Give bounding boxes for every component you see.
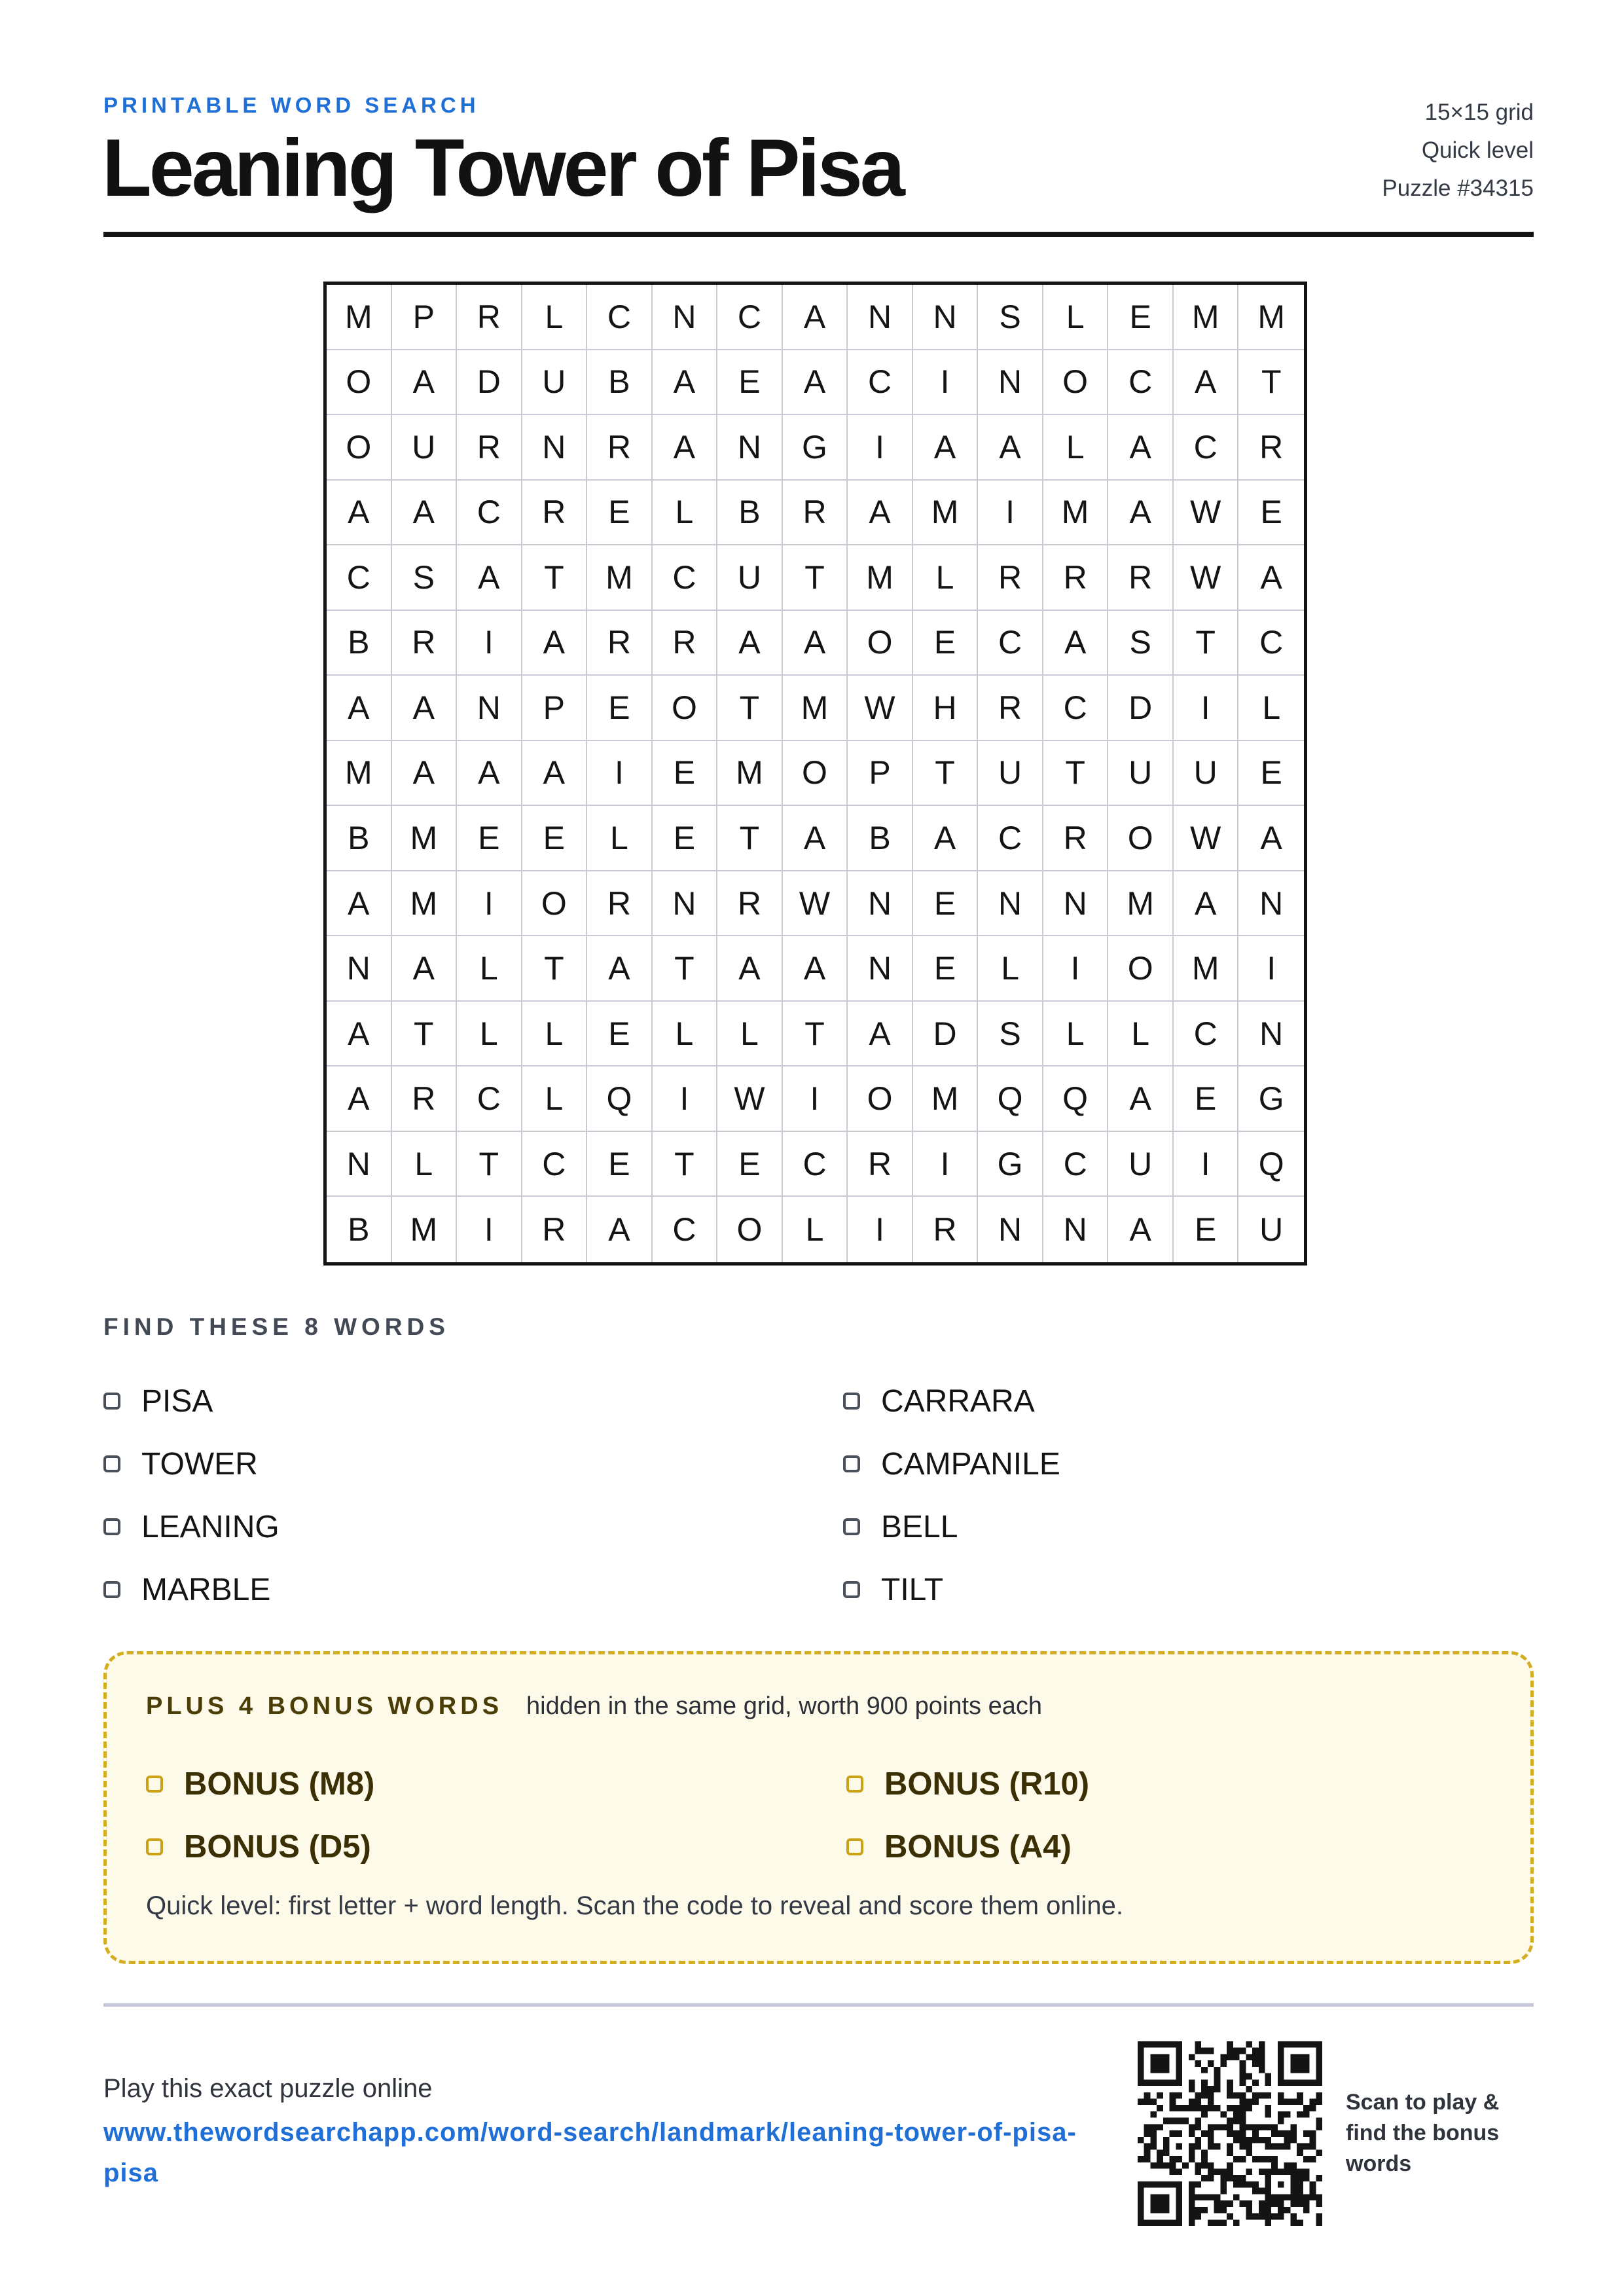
play-online-label: Play this exact puzzle online [103, 2074, 433, 2103]
grid-cell[interactable]: A [327, 871, 392, 937]
grid-cell[interactable]: G [1238, 1066, 1304, 1132]
grid-cell[interactable]: T [653, 936, 718, 1002]
grid-cell[interactable]: W [783, 871, 848, 937]
grid-cell[interactable]: I [783, 1066, 848, 1132]
grid-cell[interactable]: A [327, 1066, 392, 1132]
grid-cell[interactable]: A [717, 611, 783, 676]
grid-cell[interactable]: S [392, 545, 458, 611]
checkbox-icon[interactable] [103, 1455, 120, 1472]
grid-cell[interactable]: M [717, 741, 783, 807]
grid-cell[interactable]: I [848, 415, 913, 481]
grid-cell[interactable]: B [717, 481, 783, 546]
grid-cell[interactable]: P [522, 676, 588, 741]
grid-cell[interactable]: U [1108, 1132, 1174, 1197]
grid-cell[interactable]: I [1174, 676, 1239, 741]
grid-cell[interactable]: B [327, 1197, 392, 1262]
bonus-item[interactable] [146, 1753, 846, 1815]
grid-cell[interactable]: A [1108, 1197, 1174, 1262]
grid-cell[interactable]: A [978, 415, 1043, 481]
grid-cell[interactable]: R [457, 415, 522, 481]
letter-grid [323, 282, 1307, 1266]
grid-cell[interactable]: A [783, 350, 848, 416]
grid-cell[interactable]: E [522, 806, 588, 871]
bonus-item[interactable] [146, 1815, 846, 1878]
grid-cell[interactable]: E [1174, 1066, 1239, 1132]
grid-cell[interactable]: L [653, 481, 718, 546]
grid-cell[interactable]: A [913, 806, 979, 871]
grid-cell[interactable]: L [1043, 415, 1109, 481]
bonus-note: Quick level: first letter + word length. Scan the code to reveal and score them online. [146, 1891, 1124, 1920]
grid-cell[interactable]: I [1174, 1132, 1239, 1197]
bonus-subtitle: hidden in the same grid, worth 900 points each [526, 1692, 1042, 1720]
grid-cell[interactable]: R [653, 611, 718, 676]
grid-cell[interactable]: T [457, 1132, 522, 1197]
grid-cell[interactable]: S [978, 1002, 1043, 1067]
grid-cell[interactable]: A [717, 936, 783, 1002]
grid-cell[interactable]: R [522, 481, 588, 546]
checkbox-icon[interactable] [146, 1838, 163, 1855]
grid-cell[interactable]: A [653, 350, 718, 416]
word-list-heading: FIND THESE 8 WORDS [103, 1313, 450, 1340]
level-label: Quick level [1421, 137, 1534, 163]
grid-cell[interactable]: N [978, 1197, 1043, 1262]
grid-cell[interactable]: Q [978, 1066, 1043, 1132]
grid-cell[interactable]: L [457, 936, 522, 1002]
grid-cell[interactable]: A [783, 936, 848, 1002]
word-label: MARBLE [141, 1572, 271, 1607]
grid-cell[interactable]: O [848, 1066, 913, 1132]
grid-cell[interactable]: W [1174, 806, 1239, 871]
word-item[interactable] [103, 1495, 843, 1558]
grid-cell[interactable]: I [848, 1197, 913, 1262]
grid-cell[interactable]: N [717, 415, 783, 481]
grid-cell[interactable]: L [392, 1132, 458, 1197]
grid-cell[interactable]: A [327, 1002, 392, 1067]
grid-cell[interactable]: U [1108, 741, 1174, 807]
qr-caption: Scan to play & find the bonus words [1346, 2090, 1500, 2176]
grid-cell[interactable]: R [392, 1066, 458, 1132]
grid-cell[interactable]: W [1174, 545, 1239, 611]
grid-cell[interactable]: O [327, 350, 392, 416]
grid-cell[interactable]: R [717, 871, 783, 937]
grid-cell[interactable]: W [848, 676, 913, 741]
grid-cell[interactable]: O [1043, 350, 1109, 416]
grid-cell[interactable]: C [1108, 350, 1174, 416]
grid-cell[interactable]: T [522, 545, 588, 611]
grid-cell[interactable]: E [913, 871, 979, 937]
grid-cell[interactable]: I [978, 481, 1043, 546]
grid-cell[interactable]: E [913, 611, 979, 676]
grid-cell[interactable]: A [392, 936, 458, 1002]
checkbox-icon[interactable] [146, 1776, 163, 1793]
grid-cell[interactable]: Q [1238, 1132, 1304, 1197]
grid-cell[interactable]: C [783, 1132, 848, 1197]
grid-cell[interactable]: O [653, 676, 718, 741]
grid-cell[interactable]: N [457, 676, 522, 741]
grid-cell[interactable]: A [653, 415, 718, 481]
grid-cell[interactable]: O [1108, 806, 1174, 871]
grid-cell[interactable]: T [522, 936, 588, 1002]
grid-cell[interactable]: R [587, 415, 653, 481]
grid-cell[interactable]: R [1108, 545, 1174, 611]
grid-cell[interactable]: A [327, 481, 392, 546]
grid-cell[interactable]: R [587, 871, 653, 937]
grid-cell[interactable]: R [457, 285, 522, 350]
grid-cell[interactable]: D [913, 1002, 979, 1067]
grid-cell[interactable]: T [1238, 350, 1304, 416]
grid-cell[interactable]: L [1043, 1002, 1109, 1067]
grid-cell[interactable]: C [848, 350, 913, 416]
grid-cell[interactable]: A [848, 1002, 913, 1067]
grid-cell[interactable]: U [1174, 741, 1239, 807]
grid-cell[interactable]: E [1174, 1197, 1239, 1262]
grid-cell[interactable]: R [978, 676, 1043, 741]
grid-cell[interactable]: L [913, 545, 979, 611]
grid-cell[interactable]: E [717, 350, 783, 416]
bonus-item[interactable] [846, 1753, 1494, 1815]
grid-cell[interactable]: M [1174, 936, 1239, 1002]
word-item[interactable] [843, 1558, 1534, 1621]
grid-cell[interactable]: O [1108, 936, 1174, 1002]
bonus-label: BONUS (A4) [884, 1829, 1072, 1865]
grid-cell[interactable]: L [717, 1002, 783, 1067]
grid-cell[interactable]: C [1043, 676, 1109, 741]
checkbox-icon[interactable] [846, 1776, 863, 1793]
grid-cell[interactable]: C [457, 481, 522, 546]
puzzle-url-link[interactable]: www.thewordsearchapp.com/word-search/landmark/leaning-tower-of-pisa-pisa [103, 2118, 1077, 2187]
grid-cell[interactable]: T [392, 1002, 458, 1067]
grid-cell[interactable]: E [653, 741, 718, 807]
grid-cell[interactable]: C [978, 806, 1043, 871]
grid-cell[interactable]: B [327, 611, 392, 676]
puzzle-meta [1382, 94, 1534, 208]
grid-cell[interactable]: U [978, 741, 1043, 807]
grid-cell[interactable]: A [1108, 1066, 1174, 1132]
grid-cell[interactable]: C [717, 285, 783, 350]
grid-cell[interactable]: R [1238, 415, 1304, 481]
grid-cell[interactable]: A [392, 741, 458, 807]
grid-cell[interactable]: G [978, 1132, 1043, 1197]
grid-cell[interactable]: I [457, 1197, 522, 1262]
grid-cell[interactable]: N [848, 871, 913, 937]
kicker-label: PRINTABLE WORD SEARCH [103, 93, 480, 117]
grid-cell[interactable]: O [522, 871, 588, 937]
grid-cell[interactable]: I [653, 1066, 718, 1132]
word-label: LEANING [141, 1509, 280, 1544]
grid-cell[interactable]: N [1238, 1002, 1304, 1067]
grid-cell[interactable]: L [653, 1002, 718, 1067]
grid-cell[interactable]: N [1043, 871, 1109, 937]
grid-cell[interactable]: A [1043, 611, 1109, 676]
word-item[interactable] [843, 1432, 1534, 1495]
grid-cell[interactable]: L [522, 1066, 588, 1132]
grid-cell[interactable]: N [848, 936, 913, 1002]
grid-cell[interactable]: A [392, 676, 458, 741]
grid-cell[interactable]: T [717, 676, 783, 741]
grid-cell[interactable]: C [1043, 1132, 1109, 1197]
checkbox-icon[interactable] [843, 1393, 860, 1410]
grid-cell[interactable]: M [1043, 481, 1109, 546]
grid-cell[interactable]: R [1043, 806, 1109, 871]
grid-cell[interactable]: S [1108, 611, 1174, 676]
grid-cell[interactable]: R [978, 545, 1043, 611]
grid-cell[interactable]: C [1174, 415, 1239, 481]
grid-cell[interactable]: R [587, 611, 653, 676]
word-item[interactable] [843, 1495, 1534, 1558]
grid-cell[interactable]: E [457, 806, 522, 871]
grid-cell[interactable]: M [913, 481, 979, 546]
grid-cell[interactable]: E [1108, 285, 1174, 350]
bonus-item[interactable] [846, 1815, 1494, 1878]
grid-cell[interactable]: N [978, 350, 1043, 416]
grid-cell[interactable]: E [587, 1132, 653, 1197]
checkbox-icon[interactable] [843, 1455, 860, 1472]
grid-cell[interactable]: Q [1043, 1066, 1109, 1132]
grid-cell[interactable]: M [1238, 285, 1304, 350]
grid-cell[interactable]: A [1238, 806, 1304, 871]
header-divider [103, 232, 1534, 237]
grid-cell[interactable]: D [457, 350, 522, 416]
grid-cell[interactable]: S [978, 285, 1043, 350]
grid-cell[interactable]: A [783, 285, 848, 350]
grid-cell[interactable]: N [1238, 871, 1304, 937]
grid-cell[interactable]: U [717, 545, 783, 611]
qr-code-icon[interactable] [1138, 2041, 1322, 2226]
grid-cell[interactable]: A [1238, 545, 1304, 611]
word-item[interactable] [843, 1370, 1534, 1432]
grid-cell[interactable]: T [913, 741, 979, 807]
grid-cell[interactable]: C [978, 611, 1043, 676]
grid-cell[interactable]: E [717, 1132, 783, 1197]
grid-cell[interactable]: R [848, 1132, 913, 1197]
grid-cell[interactable]: M [848, 545, 913, 611]
grid-cell[interactable]: A [457, 545, 522, 611]
grid-size-label: 15×15 grid [1424, 100, 1534, 125]
grid-cell[interactable]: I [913, 1132, 979, 1197]
grid-cell[interactable]: N [327, 936, 392, 1002]
grid-cell[interactable]: R [392, 611, 458, 676]
word-label: TILT [881, 1572, 944, 1607]
grid-cell[interactable]: E [653, 806, 718, 871]
grid-cell[interactable]: Q [587, 1066, 653, 1132]
grid-cell[interactable]: M [392, 871, 458, 937]
grid-cell[interactable]: C [653, 1197, 718, 1262]
grid-cell[interactable]: A [522, 611, 588, 676]
grid-cell[interactable]: E [587, 1002, 653, 1067]
word-label: CAMPANILE [881, 1446, 1060, 1482]
grid-cell[interactable]: A [392, 350, 458, 416]
grid-cell[interactable]: R [522, 1197, 588, 1262]
grid-cell[interactable]: N [978, 871, 1043, 937]
grid-cell[interactable]: U [522, 350, 588, 416]
grid-cell[interactable]: I [457, 611, 522, 676]
grid-cell[interactable]: I [457, 871, 522, 937]
grid-cell[interactable]: A [1174, 871, 1239, 937]
grid-cell[interactable]: L [587, 806, 653, 871]
grid-cell[interactable]: A [1174, 350, 1239, 416]
grid-cell[interactable]: M [1174, 285, 1239, 350]
grid-cell[interactable]: A [913, 415, 979, 481]
grid-cell[interactable]: T [717, 806, 783, 871]
grid-cell[interactable]: C [1238, 611, 1304, 676]
grid-cell[interactable]: T [783, 1002, 848, 1067]
grid-cell[interactable]: R [913, 1197, 979, 1262]
grid-cell[interactable]: B [848, 806, 913, 871]
grid-cell[interactable]: A [587, 936, 653, 1002]
word-list [103, 1370, 1534, 1621]
grid-cell[interactable]: M [327, 285, 392, 350]
grid-cell[interactable]: O [327, 415, 392, 481]
grid-cell[interactable]: U [392, 415, 458, 481]
word-label: PISA [141, 1383, 213, 1419]
grid-cell[interactable]: L [1238, 676, 1304, 741]
bonus-label: BONUS (M8) [184, 1766, 375, 1802]
footer-divider [103, 2003, 1534, 2007]
grid-cell[interactable]: A [522, 741, 588, 807]
checkbox-icon[interactable] [103, 1393, 120, 1410]
grid-cell[interactable]: G [783, 415, 848, 481]
word-label: TOWER [141, 1446, 258, 1482]
grid-cell[interactable]: W [1174, 481, 1239, 546]
bonus-panel [103, 1651, 1534, 1964]
bonus-header [146, 1692, 1042, 1721]
grid-cell[interactable]: A [783, 806, 848, 871]
grid-cell[interactable]: R [1043, 545, 1109, 611]
grid-cell[interactable]: M [587, 545, 653, 611]
grid-cell[interactable]: L [1108, 1002, 1174, 1067]
grid-cell[interactable]: L [978, 936, 1043, 1002]
grid-cell[interactable]: M [783, 676, 848, 741]
grid-cell[interactable]: D [1108, 676, 1174, 741]
grid-cell[interactable]: I [1043, 936, 1109, 1002]
grid-cell[interactable]: N [913, 285, 979, 350]
grid-cell[interactable]: C [327, 545, 392, 611]
word-label: BELL [881, 1509, 958, 1544]
checkbox-icon[interactable] [846, 1838, 863, 1855]
grid-cell[interactable]: E [587, 676, 653, 741]
grid-cell[interactable]: A [1108, 415, 1174, 481]
grid-cell[interactable]: A [848, 481, 913, 546]
grid-cell[interactable]: A [783, 611, 848, 676]
grid-cell[interactable]: T [1043, 741, 1109, 807]
grid-cell[interactable]: A [1108, 481, 1174, 546]
checkbox-icon[interactable] [103, 1581, 120, 1598]
grid-cell[interactable]: O [848, 611, 913, 676]
grid-cell[interactable]: M [392, 1197, 458, 1262]
grid-cell[interactable]: M [1108, 871, 1174, 937]
grid-cell[interactable]: I [913, 350, 979, 416]
grid-cell[interactable]: N [327, 1132, 392, 1197]
bonus-label: BONUS (D5) [184, 1829, 371, 1865]
grid-cell[interactable]: U [1259, 1211, 1284, 1248]
grid-cell[interactable]: P [848, 741, 913, 807]
checkbox-icon[interactable] [843, 1581, 860, 1598]
grid-cell[interactable]: A [587, 1197, 653, 1262]
grid-cell[interactable]: W [717, 1066, 783, 1132]
grid-cell[interactable]: C [653, 545, 718, 611]
checkbox-icon[interactable] [103, 1518, 120, 1535]
grid-cell[interactable]: L [522, 1002, 588, 1067]
grid-cell[interactable]: N [653, 871, 718, 937]
word-item[interactable] [103, 1432, 843, 1495]
grid-cell[interactable]: E [587, 481, 653, 546]
bonus-list [146, 1753, 1494, 1878]
grid-cell[interactable]: N [1043, 1197, 1109, 1262]
grid-cell[interactable]: N [653, 285, 718, 350]
page-title: Leaning Tower of Pisa [102, 123, 903, 213]
grid-cell[interactable]: M [913, 1066, 979, 1132]
grid-cell[interactable]: T [653, 1132, 718, 1197]
word-label: CARRARA [881, 1383, 1035, 1419]
grid-cell[interactable]: R [783, 481, 848, 546]
grid-cell[interactable]: M [392, 806, 458, 871]
grid-cell[interactable]: E [1238, 481, 1304, 546]
grid-cell[interactable]: N [848, 285, 913, 350]
grid-cell[interactable]: P [392, 285, 458, 350]
grid-cell[interactable]: B [327, 806, 392, 871]
grid-cell[interactable]: A [327, 676, 392, 741]
checkbox-icon[interactable] [843, 1518, 860, 1535]
puzzle-id-label: Puzzle #34315 [1382, 175, 1534, 201]
grid-cell[interactable]: C [587, 285, 653, 350]
grid-cell[interactable]: M [327, 741, 392, 807]
grid-cell[interactable]: O [717, 1197, 783, 1262]
word-item[interactable] [103, 1558, 843, 1621]
grid-cell[interactable]: O [783, 741, 848, 807]
grid-cell[interactable]: C [522, 1132, 588, 1197]
grid-cell[interactable]: T [783, 545, 848, 611]
grid-cell[interactable]: A [457, 741, 522, 807]
grid-cell[interactable]: E [1238, 741, 1304, 807]
grid-cell[interactable]: T [1174, 611, 1239, 676]
word-item[interactable] [103, 1370, 843, 1432]
grid-cell[interactable]: A [392, 481, 458, 546]
bonus-title: PLUS 4 BONUS WORDS [146, 1692, 503, 1720]
grid-cell[interactable]: I [1238, 936, 1304, 1002]
grid-cell[interactable]: L [522, 285, 588, 350]
grid-cell[interactable]: E [913, 936, 979, 1002]
grid-cell[interactable]: L [457, 1002, 522, 1067]
grid-cell[interactable]: N [522, 415, 588, 481]
grid-cell[interactable]: C [1174, 1002, 1239, 1067]
grid-cell[interactable]: L [783, 1197, 848, 1262]
grid-cell[interactable]: L [1043, 285, 1109, 350]
bonus-label: BONUS (R10) [884, 1766, 1090, 1802]
grid-cell[interactable]: I [587, 741, 653, 807]
grid-cell[interactable]: C [457, 1066, 522, 1132]
grid-cell[interactable]: H [913, 676, 979, 741]
grid-cell[interactable]: B [587, 350, 653, 416]
